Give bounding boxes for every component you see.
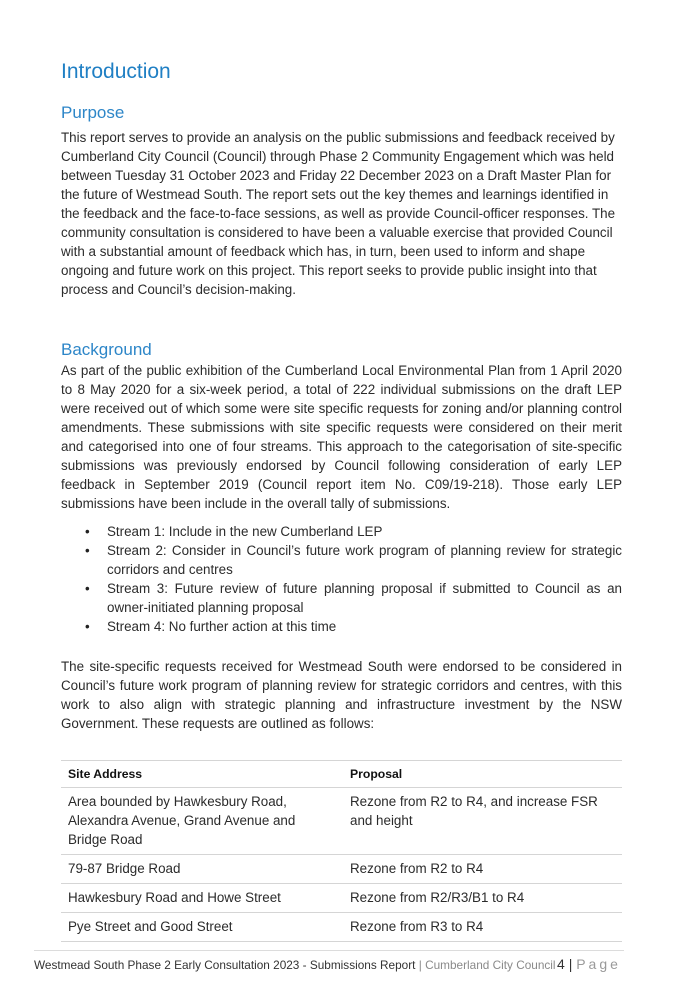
site-address-cell: Area bounded by Hawkesbury Road, Alexandra Avenue, Grand Avenue and Bridge Road: [61, 788, 343, 855]
proposal-cell: Rezone from R2 to R4, and increase FSR and height: [343, 788, 622, 855]
table-header-row: [61, 761, 622, 788]
list-item: • Stream 4: No further action at this time: [61, 617, 622, 636]
subheading-purpose: Purpose: [61, 103, 125, 122]
table-row: [61, 913, 622, 942]
site-address-cell: Pye Street and Good Street: [61, 913, 343, 942]
footer-text: [34, 958, 556, 972]
site-address-cell: Hawkesbury Road and Howe Street: [61, 884, 343, 913]
proposal-cell: Rezone from R2 to R4: [343, 855, 622, 884]
proposal-cell: Rezone from R3 to R4: [343, 913, 622, 942]
table-row: [61, 788, 622, 855]
subheading-background: Background: [61, 340, 152, 359]
background-paragraph: As part of the public exhibition of the Cumberland Local Environmental Plan from 1 April 2020 to 8 May 2020 for a six-week period, a total of 222 individual submissions on the draft LEP were received out of which some were site specific requests for zoning and/or planning control amendments. These submissions with site specific requests were considered on their merit and categorised into one of four streams. This approach to the categorisation of site-specific submissions was previously endorsed by Council following consideration of early LEP feedback in September 2019 (Council report item No. C09/19-218). Those early LEP submissions have been include in the overall tally of submissions.: [61, 363, 622, 511]
requests-paragraph: The site-specific requests received for Westmead South were endorsed to be considered in Council’s future work program of planning review for strategic corridors and centres, with this work to also align with strategic planning and infrastructure investment by the NSW Government. These requests are outlined as follows:: [61, 659, 622, 731]
site-address-cell: 79-87 Bridge Road: [61, 855, 343, 884]
column-header-proposal: Proposal: [343, 761, 622, 788]
page-number: [557, 956, 621, 972]
page-number-separator: |: [568, 956, 573, 972]
footer-organisation: Cumberland City Council: [425, 958, 556, 972]
footer-divider: [34, 950, 624, 951]
list-item: • Stream 3: Future review of future planning proposal if submitted to Council as an owner-initiated planning proposal: [61, 579, 622, 617]
list-item: • Stream 1: Include in the new Cumberland LEP: [61, 522, 622, 541]
column-header-site-address: Site Address: [61, 761, 343, 788]
page-number-value: 4: [557, 956, 565, 972]
table-row: [61, 855, 622, 884]
proposal-cell: Rezone from R2/R3/B1 to R4: [343, 884, 622, 913]
footer-report-title: Westmead South Phase 2 Early Consultation 2023 - Submissions Report: [34, 958, 416, 972]
table-row: [61, 884, 622, 913]
list-item: • Stream 2: Consider in Council’s future work program of planning review for strategic corridors and centres: [61, 541, 622, 579]
site-requests-table: [61, 760, 622, 942]
section-heading-introduction: Introduction: [61, 60, 171, 83]
purpose-paragraph: This report serves to provide an analysis on the public submissions and feedback received by Cumberland City Council (Council) through Phase 2 Community Engagement which was held between Tuesday 31 October 2023 and Friday 22 December 2023 on a Draft Master Plan for the future of Westmead South. The report sets out the key themes and learnings identified in the feedback and the face-to-face sessions, as well as provide Council-officer responses. The community consultation is considered to have been a valuable exercise that provided Council with a substantial amount of feedback which has, in turn, been used to inform and shape ongoing and future work on this project. This report seeks to provide public insight into that process and Council’s decision-making.: [61, 130, 616, 297]
page-label: Page: [576, 956, 621, 972]
footer-separator: |: [418, 958, 422, 972]
stream-list: [61, 522, 622, 636]
